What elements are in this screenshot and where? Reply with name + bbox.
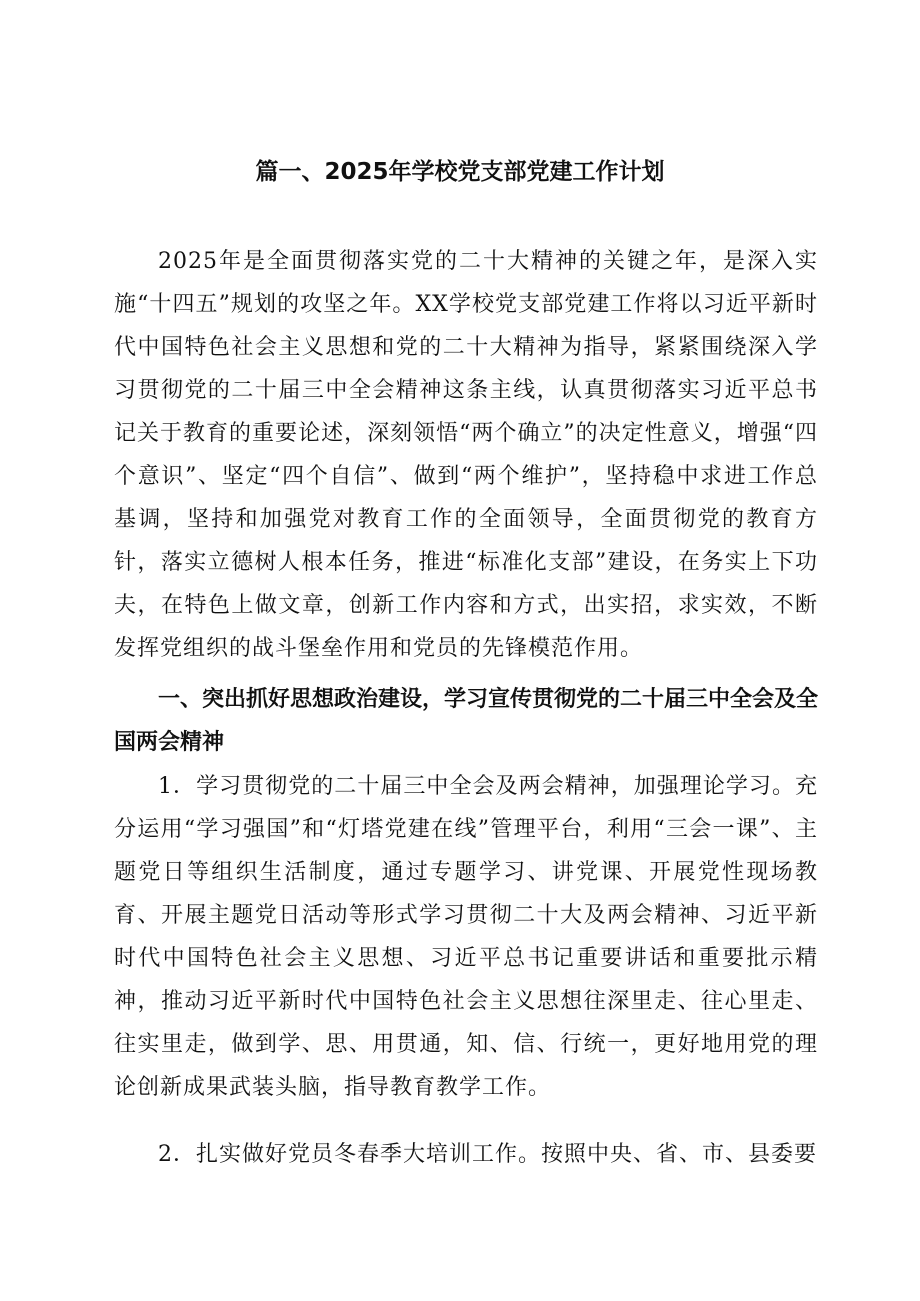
item-paragraph-2: 2．扎实做好党员冬春季大培训工作。按照中央、省、市、县委要 bbox=[158, 1142, 817, 1167]
document-title: 篇一、2025年学校党支部党建工作计划 bbox=[255, 159, 665, 185]
section-heading-1: 一、突出抓好思想政治建设，学习宣传贯彻党的二十届三中全会及全国两会精神 bbox=[114, 687, 819, 755]
item-paragraph-1: 1．学习贯彻党的二十届三中全会及两会精神，加强理论学习。充分运用“学习强国”和“灯塔党建在线”管理平台，利用“三会一课”、主题党日等组织生活制度，通过专题学习、讲党课、开展党性现场教育、开展主题党日活动等形式学习贯彻二十大及两会精神、习近平新时代中国特色社会主义思想、习近平总书记重要讲话和重要批示精神，推动习近平新时代中国特色社会主义思想往深里走、往心里走、往实里走，做到学、思、用贯通，知、信、行统一，更好地用党的理论创新成果武装头脑，指导教育教学工作。 bbox=[114, 774, 818, 1100]
intro-paragraph: 2025年是全面贯彻落实党的二十大精神的关键之年，是深入实施“十四五”规划的攻坚之年。XX学校党支部党建工作将以习近平新时代中国特色社会主义思想和党的二十大精神为指导，紧紧围绕深入学习贯彻党的二十届三中全会精神这条主线，认真贯彻落实习近平总书记关于教育的重要论述，深刻领悟“两个确立”的决定性意义，增强“四个意识”、坚定“四个自信”、做到“两个维护”，坚持稳中求进工作总基调，坚持和加强党对教育工作的全面领导，全面贯彻党的教育方针，落实立德树人根本任务，推进“标准化支部”建设，在务实上下功夫，在特色上做文章，创新工作内容和方式，出实招，求实效，不断发挥党组织的战斗堡垒作用和党员的先锋模范作用。 bbox=[114, 249, 818, 661]
